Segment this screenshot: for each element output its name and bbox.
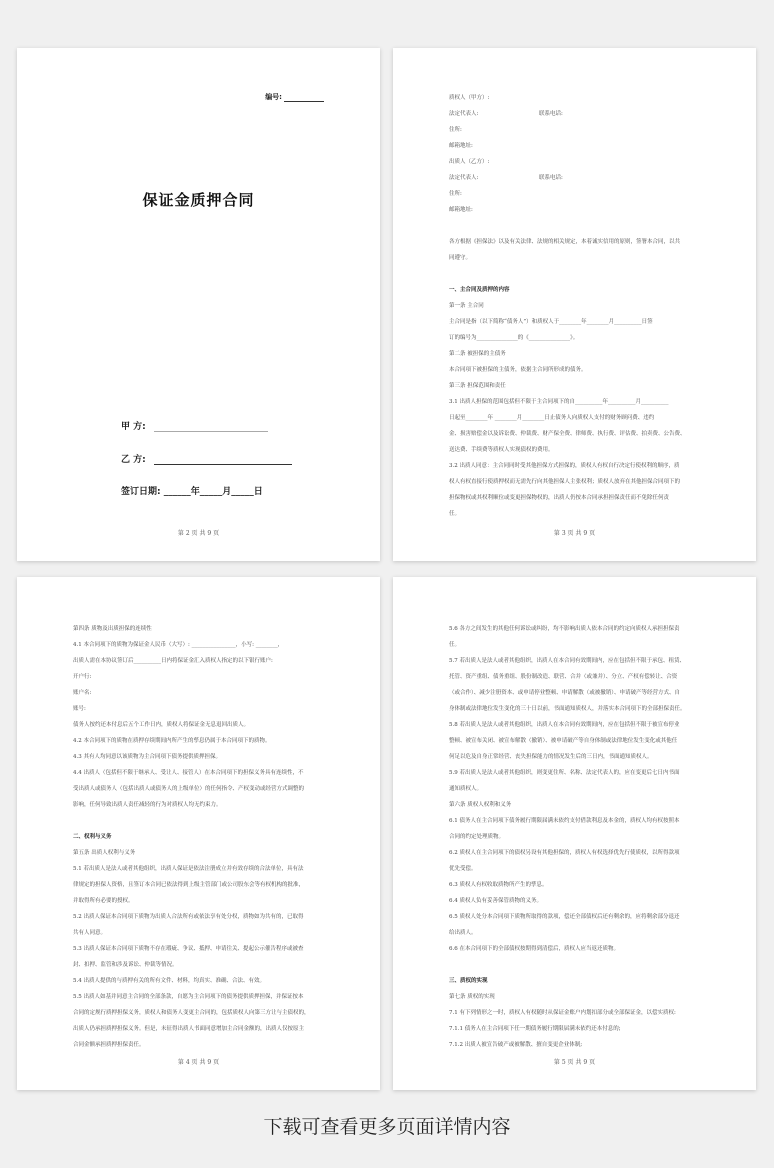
field-row [449,106,718,122]
text-line: 合同的约定处理质物。 [449,834,505,840]
text-line: 5.8 若出质人是法人或者其他组织，出质人在本合同有效期间内，应在包括但不限于被宣布停业 [449,722,680,728]
text-line: 3.2 出质人同意：主合同同时受其他担保方式担保的，质权人有权自行决定行使权利的顺序，质 [449,463,680,469]
text-line: 整顿、被宣布关闭、被宣布解散（撤销）、被申请破产等自身体制或法律地位发生变化或其他任 [449,738,678,744]
text-line: 律规定的担保人资格，且签订本合同已依法得到上级主管部门或公司股东会等有权机构的批准， [73,882,305,888]
party-a-row [121,419,268,432]
text-line: 共有人同意。 [73,930,107,936]
text-line: 第四条 质物及出质担保的连续性 [73,626,152,632]
contract-number-label: 编号: [265,93,282,101]
text-line: 3.1 出质人担保的范围包括但不限于主合同项下的自__________年__________月__________ [449,399,669,405]
field-label: 联系电话: [539,111,563,117]
text-line: 任。 [449,642,461,648]
page-footer: 第 5 页 共 9 页 [553,1059,596,1066]
text-line: 身体制或法律地位发生变化的三十日以前，书面通知质权人，并落实本合同项下的全部担保责任。 [449,706,686,712]
text-line: 5.3 出质人保证本合同项下质物不存在瑕疵、争议、抵押、申请往关、提起公示催告程序或被查 [73,946,304,952]
text-line: 住所: [449,127,462,133]
text-line: 质权人（甲方）: [449,95,490,101]
cover-page [17,48,380,561]
party-b-label: 乙 方: [121,455,146,465]
text-line: 出质人（乙方）: [449,159,490,165]
text-line: 优先受偿。 [449,866,477,872]
text-line: 各方根据《担保法》以及有关法律、法规的相关规定，本着诚实信用的原则，签署本合同，以共 [449,239,681,245]
field-label: 联系电话: [539,175,563,181]
contract-number-blank [284,94,324,102]
section-heading: 一、主合同及质押的内容 [449,287,510,293]
text-line: 5.7 若出质人是法人或者其他组织，出质人在本合同有效期间内，应在包括但不限于承包、租赁、 [449,658,685,664]
text-line: 6.4 质权人负有妥善保管质物的义务。 [449,898,542,904]
paragraph-gap [73,813,342,829]
section-heading: 三、质权的实现 [449,978,488,984]
contract-number [265,92,324,102]
text-line: 托管、资产重组、债务重组、股份制改造、联营、合并（或兼并）、分立、产权有偿转让、合资 [449,674,678,680]
paragraph-gap [449,266,718,282]
text-line: 邮箱地址: [449,143,473,149]
text-line: 送达费、手续费等质权人实现债权的费用。 [449,447,554,453]
page-footer: 第 3 页 共 9 页 [553,530,596,537]
text-line: 6.2 质权人在主合同项下的债权另设有其他担保的，质权人有权选择优先行使质权，以所得款项 [449,850,680,856]
section-heading: 二、权利与义务 [73,834,112,840]
text-line: 金、损害赔偿金以及诉讼费、仲裁费、财产保全费、律师费、执行费、评估费、拍卖费、公告费、 [449,431,686,437]
text-line: 出质人需在本协议签订后__________日内将保证金汇入质权人指定的以下银行账户: [73,658,273,664]
text-line: 5.9 若出质人是法人或者其他组织，则变更住所、名称、法定代表人的，应在变更后七日内书面 [449,770,680,776]
text-line: 账号: [73,706,86,712]
text-line: 何足以危及自身正常经营、丧失担保能力的情况发生后的三日内，书面通知质权人。 [449,754,653,760]
page-text [73,621,342,1053]
page-text [449,621,718,1053]
text-line: 5.6 各方之间发生的其他任何诉讼或纠纷，均不影响出质人依本合同的约定向质权人承担担保责 [449,626,680,632]
text-line: 封、扣押、监管和涉及诉讼、仲裁等情况。 [73,962,178,968]
text-line: 第一条 主合同 [449,303,484,309]
text-line: 6.5 质权人处分本合同项下质物所取得的款项，偿还全部债权后还有剩余的，应将剩余部分退还 [449,914,680,920]
field-label: 法定代表人: [449,175,479,181]
party-b-blank [154,455,292,465]
text-line: 并取得所有必要的授权。 [73,898,134,904]
text-line: 通知质权人。 [449,786,483,792]
text-line: 第五条 出质人权利与义务 [73,850,136,856]
text-line: 4.2 本合同项下的质物在质押存续期间内所产生的孳息仍属于本合同项下的质物。 [73,738,271,744]
text-line: 第七条 质权的实现 [449,994,495,1000]
text-line: 受出质人或债务人（包括出质人或债务人的上级单位）的任何指令、产权变动或经营方式调整的 [73,786,305,792]
text-line: 6.3 质权人有权收取质物所产生的孳息。 [449,882,548,888]
text-line: 本合同项下被担保的主债务，依据主合同所形成的债务。 [449,367,587,373]
text-line: 开户行: [73,674,92,680]
text-line: 影响，任何导致出质人责任减轻的行为对质权人均无约束力。 [73,802,222,808]
page-text [449,90,718,522]
text-line: 6.1 债务人在主合同项下债务履行期限届满未依约支付借款利息及本金的，质权人均有权按照本 [449,818,680,824]
text-line: 同遵守。 [449,255,472,261]
text-line: 7.1 有下列情形之一时，质权人有权随时从保证金账户内划扣部分或全部保证金，以偿实质权: [449,1010,676,1016]
text-line: 邮箱地址: [449,207,473,213]
text-line: 日起至________年 ________月________日止债务人向质权人支付的财务顾问费、违约 [449,415,655,421]
page-footer: 第 4 页 共 9 页 [177,1059,220,1066]
text-line: 债务人按约还本付息后五个工作日内，质权人将保证金无息退回出质人。 [73,722,250,728]
text-line: 6.6 在本合同项下的全部债权按期得到清偿后，质权人应当返还质物。 [449,946,619,952]
sign-date: 签订日期: ______年_____月_____日 [121,487,263,497]
text-line: 订的编号为_______________的《_______________》。 [449,335,579,341]
text-line: 4.1 本合同项下的质物为保证金人民币（大写）: ________________，小写: ________， [73,642,284,648]
text-line: 合同金额承担质押担保责任。 [73,1042,145,1048]
field-label: 法定代表人: [449,111,479,117]
text-line: 权人有权直接行使质押权而无需先行向其他担保人主张权利；质权人放弃在其他担保合同项下的 [449,479,681,485]
text-line: 任。 [449,511,461,517]
page-footer: 第 2 页 共 9 页 [177,530,220,537]
text-line: 主合同是指（以下简称“债务人”）和质权人于________年________月__________日签 [449,319,653,325]
text-line: 5.5 出质人如基并同意主合同的全部条款，自愿为主合同项下的债务提供质押担保，并保证按本 [73,994,304,1000]
text-line: 4.4 出质人（包括但不限于继承人、受让人、接管人）在本合同项下的担保义务具有连续性，不 [73,770,304,776]
party-a-label: 甲 方: [121,422,146,432]
text-line: 给出质人。 [449,930,477,936]
paragraph-gap [449,218,718,234]
text-line: 合同的定规行质押担保义务，质权人和债务人变更主合同的，包括质权人向第三方让与主债权的， [73,1010,310,1016]
party-a-blank [154,422,268,432]
contract-title: 保证金质押合同 [142,191,255,209]
text-line: 5.4 出质人提供的与质押有关的所有文件、材料，均真实、准确、合法、有效。 [73,978,265,984]
contract-page-5 [393,577,756,1090]
text-line: 出质人仍承担质押担保义务。但是，未征得出质人书面同意增加主合同金额的，出质人仅按原主 [73,1026,305,1032]
contract-page-3 [393,48,756,561]
download-more-caption: 下载可查看更多页面详情内容 [263,1116,511,1138]
text-line: （或合作）、减少注册资本、或申请停业整顿、申请解散（或被撤销）、申请破产等经营方式、自 [449,690,681,696]
text-line: 住所: [449,191,462,197]
contract-page-4 [17,577,380,1090]
text-line: 5.1 若出质人是法人或者其他组织，出质人保证是依法注册成立并有效存续的合法单位，具有法 [73,866,304,872]
text-line: 7.1.1 债务人在主合同项下任一期债务履行期限届满未依约还本付息的; [449,1026,621,1032]
text-line: 担保物权或其权利顺位或变更担保物权的，出质人仍按本合同承担担保责任而不免除任何责 [449,495,670,501]
text-line: 4.3 其有人均同意以该质物为主合同项下债务提供质押担保。 [73,754,221,760]
paragraph-gap [449,957,718,973]
text-line: 第二条 被担保的主债务 [449,351,506,357]
text-line: 账户名: [73,690,92,696]
party-b-row [121,452,292,465]
text-line: 5.2 出质人保证本合同项下质物为出质人合法所有或依法享有处分权，质物如为共有的，已取得 [73,914,304,920]
text-line: 第六条 质权人权利和义务 [449,802,512,808]
field-row [449,170,718,186]
text-line: 7.1.2 出质人被宣告破产或被解散、擅自变更企业体制; [449,1042,583,1048]
text-line: 第三条 担保范围和责任 [449,383,506,389]
